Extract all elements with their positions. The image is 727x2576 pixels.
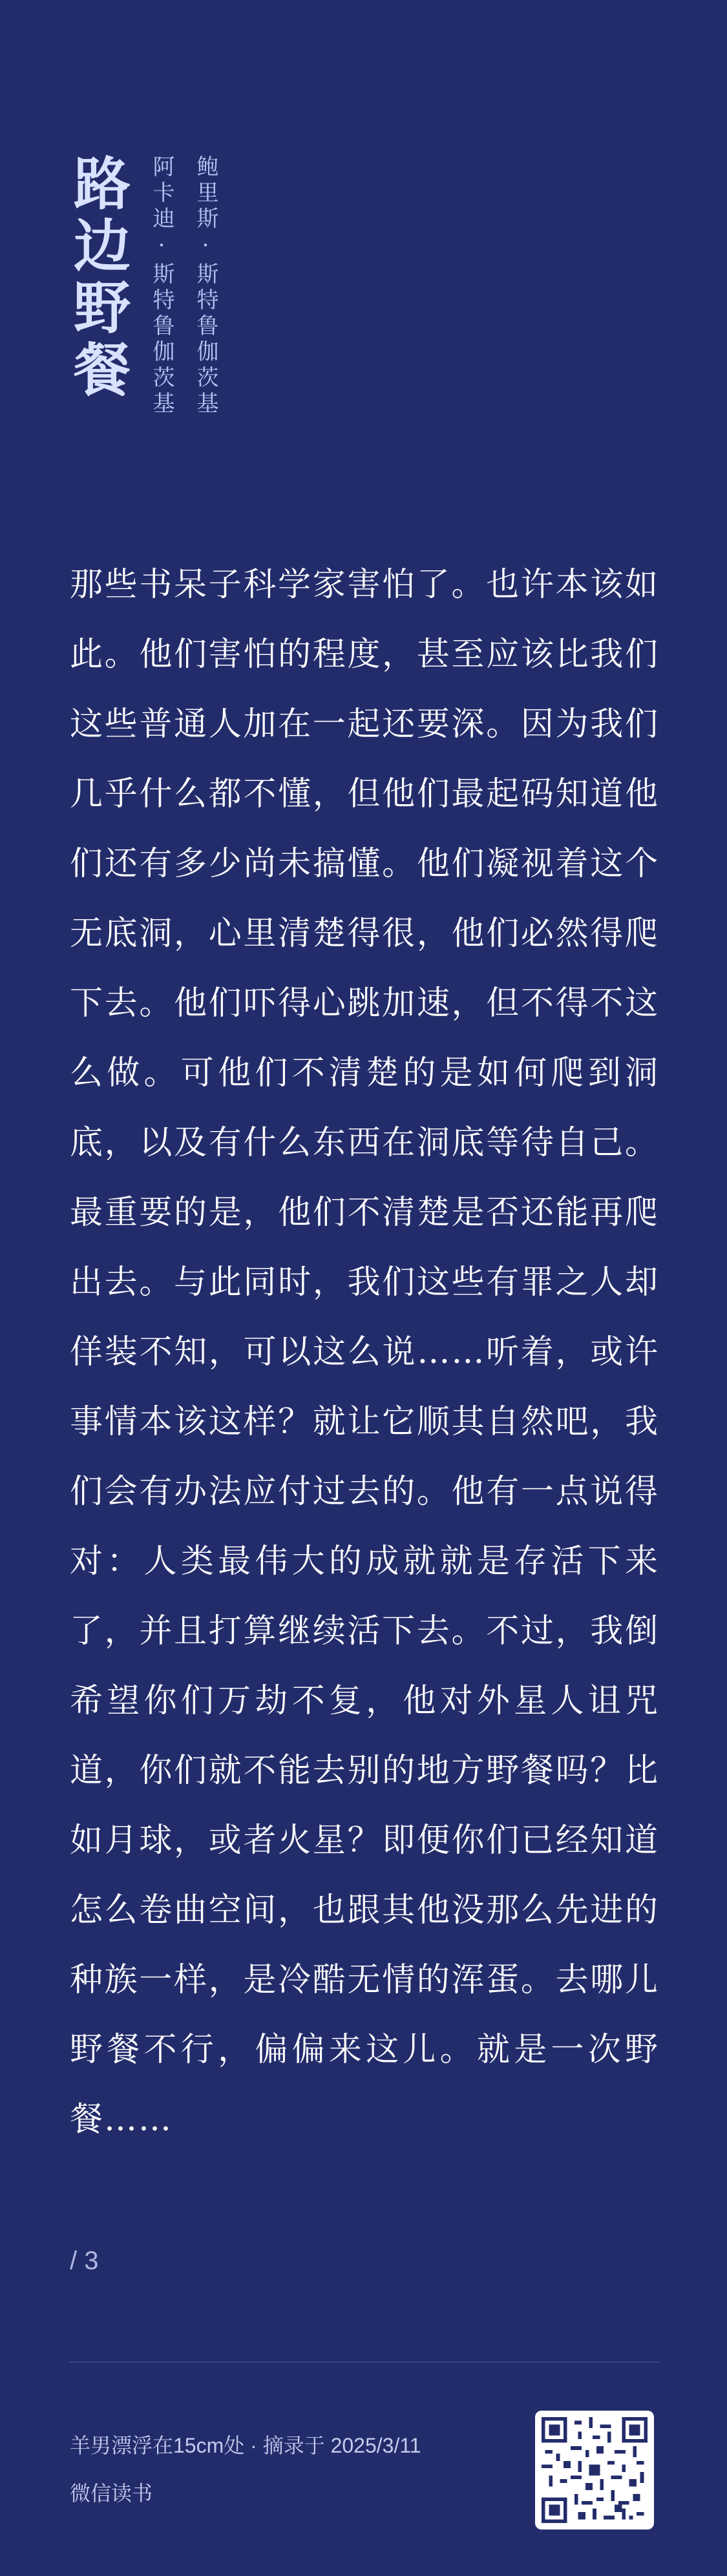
book-title: 路边野餐	[65, 154, 132, 402]
author-name-1: 鲍里斯·斯特鲁伽茨基	[193, 155, 218, 417]
page-indicator: / 3	[70, 2247, 99, 2275]
excerpt-meta: 羊男漂浮在15cm处 · 摘录于 2025/3/11	[70, 2434, 421, 2457]
footer-info	[70, 2430, 421, 2509]
book-authors	[149, 155, 218, 417]
qr-code-graphic	[542, 2417, 648, 2523]
excerpt-text: 那些书呆子科学家害怕了。也许本该如此。他们害怕的程度，甚至应该比我们这些普通人加在一起还要深。因为我们几乎什么都不懂，但他们最起码知道他们还有多少尚未搞懂。他们凝视着这个无底洞，心里清楚得很，他们必然得爬下去。他们吓得心跳加速，但不得不这么做。可他们不清楚的是如何爬到洞底，以及有什么东西在洞底等待自己。最重要的是，他们不清楚是否还能再爬出去。与此同时，我们这些有罪之人却佯装不知，可以这么说……听着，或许事情本该这样？就让它顺其自然吧，我们会有办法应付过去的。他有一点说得对：人类最伟大的成就就是存活下来了，并且打算继续活下去。不过，我倒希望你们万劫不复，他对外星人诅咒道，你们就不能去别的地方野餐吗？比如月球，或者火星？即便你们已经知道怎么卷曲空间，也跟其他没那么先进的种族一样，是冷酷无情的浑蛋。去哪儿野餐不行，偏偏来这儿。就是一次野餐……	[70, 566, 659, 2139]
app-name: 微信读书	[70, 2482, 153, 2505]
footer-divider	[70, 2362, 659, 2363]
qr-code-icon[interactable]	[535, 2411, 654, 2529]
author-name-2: 阿卡迪·斯特鲁伽茨基	[149, 155, 174, 417]
book-header	[65, 154, 218, 417]
